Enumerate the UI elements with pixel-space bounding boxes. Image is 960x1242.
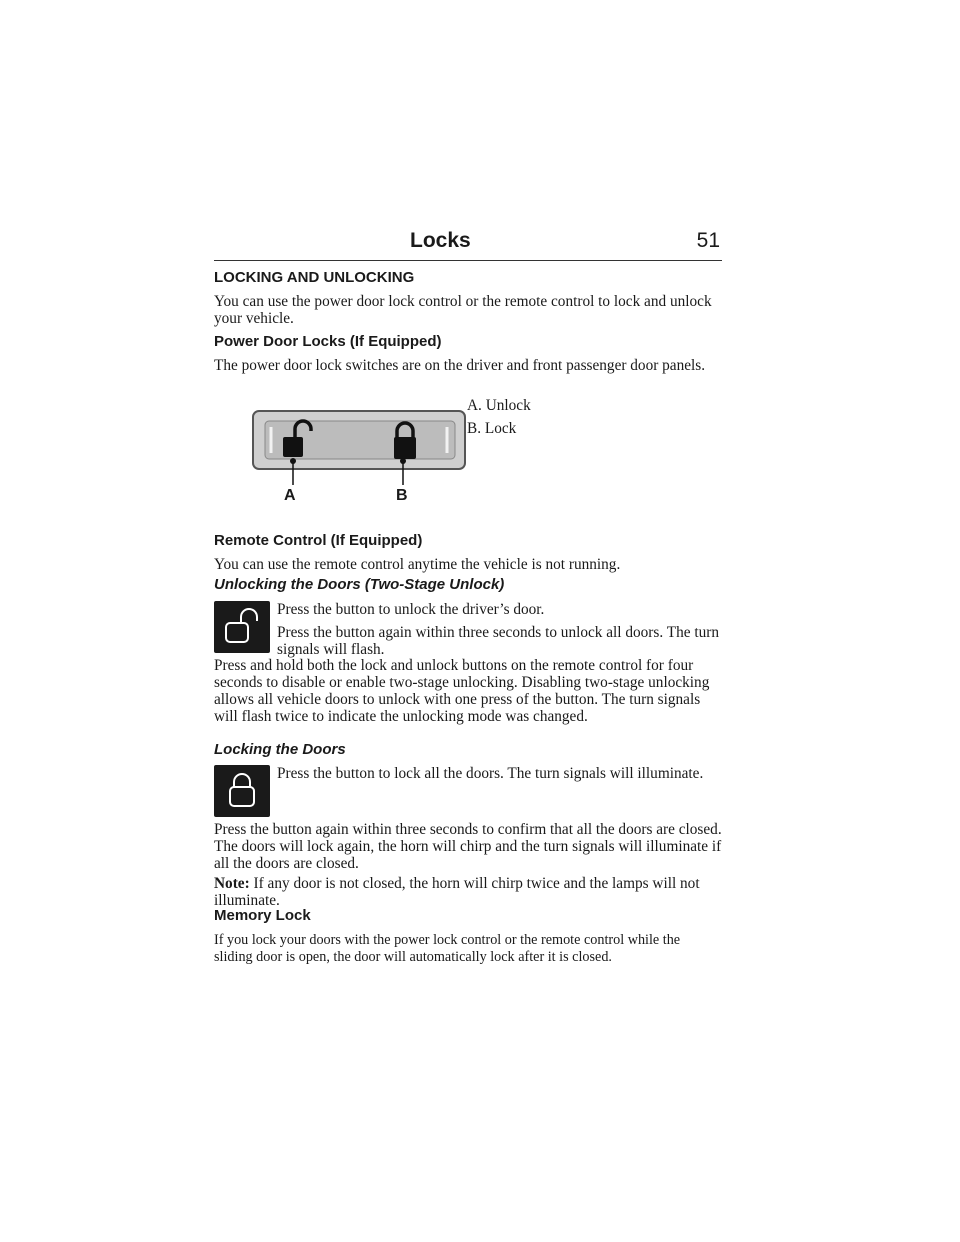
unlocking-heading: Unlocking the Doors (Two-Stage Unlock)	[214, 576, 505, 593]
page-header	[214, 226, 722, 261]
unlocking-line-2: Press the button again within three seconds to unlock all doors. The turn signals will flash.	[277, 624, 719, 658]
locking-line-1: Press the button to lock all the doors. The turn signals will illuminate.	[277, 765, 704, 782]
figure-label-a: A	[284, 487, 296, 504]
lock-icon	[214, 765, 270, 817]
note-text: If any door is not closed, the horn will chirp twice and the lamps will not illuminate.	[214, 875, 700, 909]
manual-page	[214, 226, 722, 965]
note-label: Note:	[214, 875, 250, 892]
memory-lock-heading: Memory Lock	[214, 907, 311, 924]
locking-paragraph: Press the button again within three seconds to confirm that all the doors are closed. The doors will lock again, the horn will chirp and the turn signals will illuminate if all the doors are closed.	[214, 821, 722, 872]
remote-heading: Remote Control (If Equipped)	[214, 532, 423, 549]
legend-item-unlock: A. Unlock	[467, 397, 531, 414]
power-locks-heading: Power Door Locks (If Equipped)	[214, 333, 442, 350]
memory-lock-text: If you lock your doors with the power lock control or the remote control while the sliding door is open, the door will automatically lock after it is closed.	[214, 932, 681, 965]
unlock-icon	[214, 601, 270, 653]
unlocking-paragraph: Press and hold both the lock and unlock buttons on the remote control for four seconds to disable or enable two-stage unlocking. Disabling two-stage unlocking allows all vehicle doors to unlock with one press of the button. The turn signals will flash twice to indicate the unlocking mode was changed.	[214, 657, 710, 725]
figure-legend	[467, 397, 531, 437]
locking-heading: Locking the Doors	[214, 741, 346, 758]
intro-text: You can use the power door lock control or the remote control to lock and unlock your vehicle.	[214, 293, 712, 327]
note-paragraph	[214, 875, 722, 909]
page-title: Locks	[410, 229, 471, 252]
power-locks-text: The power door lock switches are on the driver and front passenger door panels.	[214, 357, 706, 374]
page-number: 51	[696, 229, 720, 252]
section-title: LOCKING AND UNLOCKING	[214, 269, 415, 286]
legend-item-lock: B. Lock	[467, 420, 517, 437]
remote-text: You can use the remote control anytime the vehicle is not running.	[214, 556, 621, 573]
figure-label-b: B	[396, 487, 408, 504]
unlocking-line-1: Press the button to unlock the driver’s door.	[277, 601, 545, 618]
